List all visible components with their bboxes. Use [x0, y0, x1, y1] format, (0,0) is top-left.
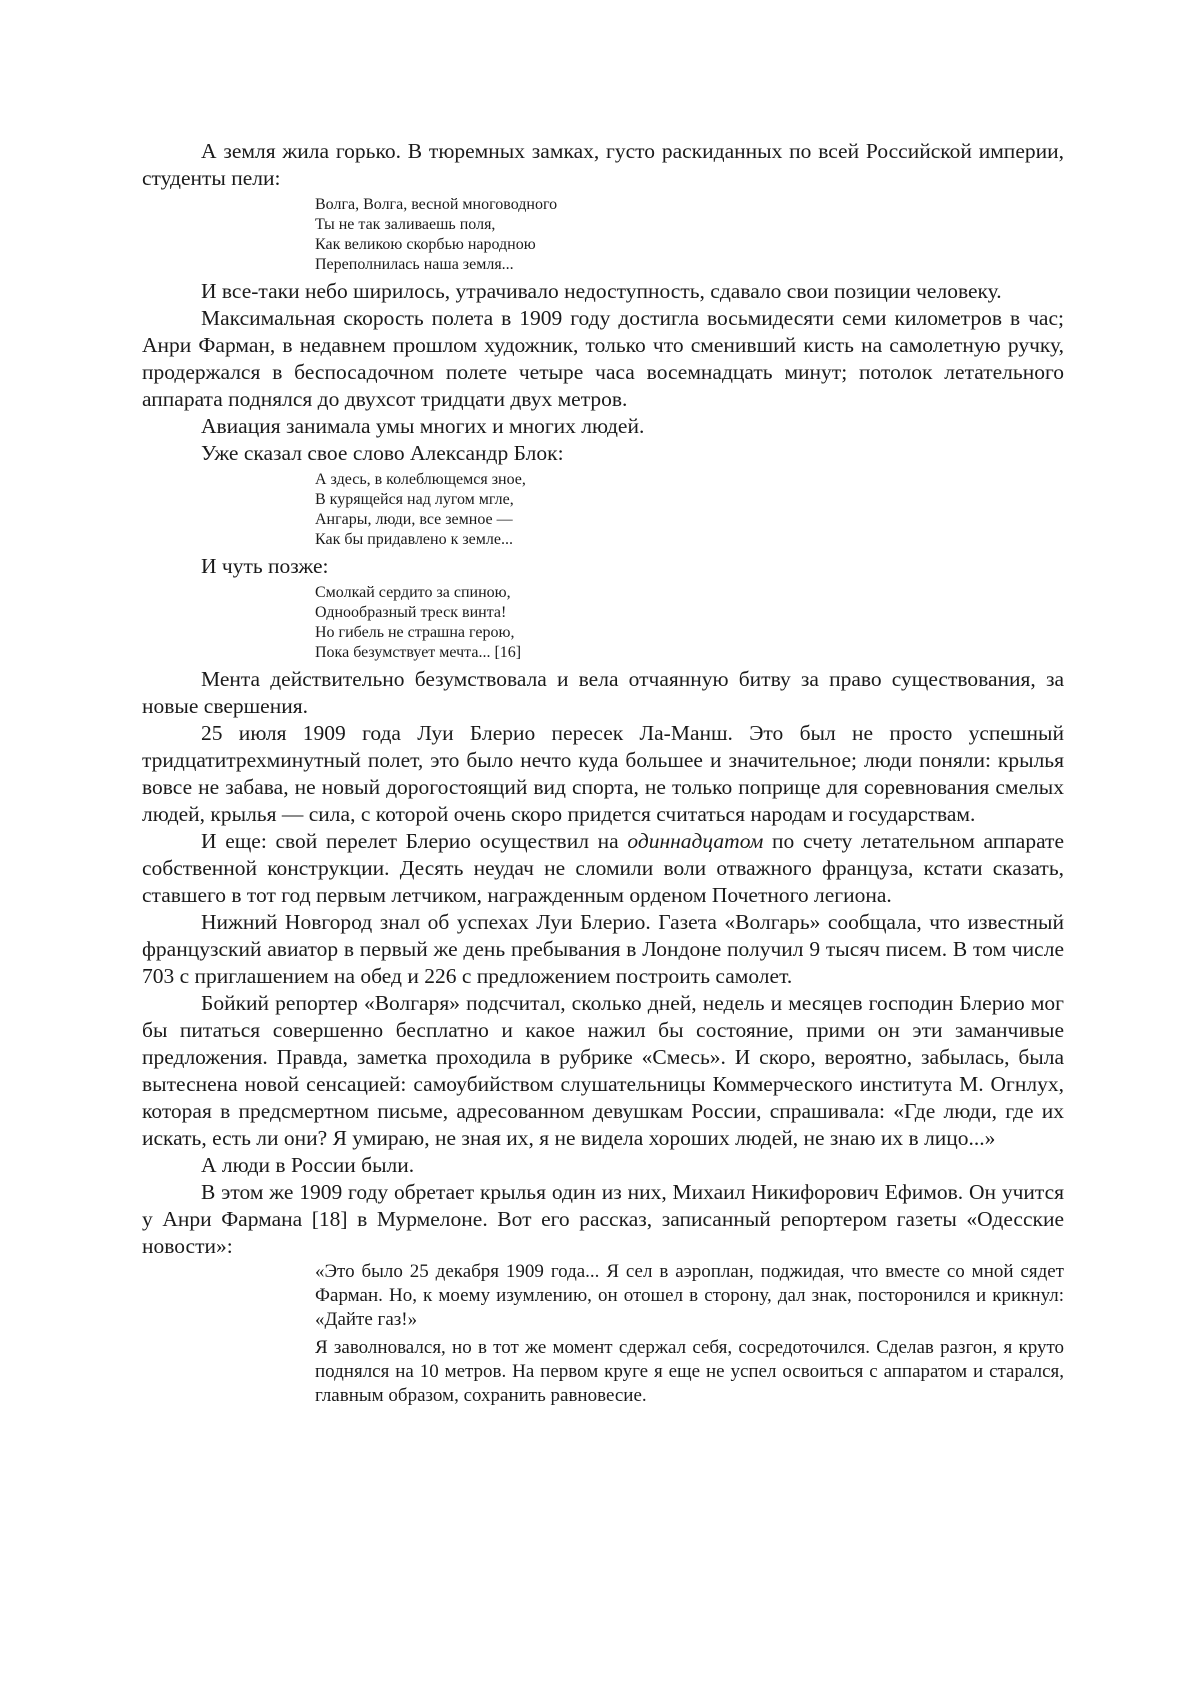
poem-line: Ты не так заливаешь поля,	[315, 216, 496, 233]
paragraph: Уже сказал свое слово Александр Блок:	[201, 441, 564, 465]
poem-line: Ангары, люди, все земное —	[315, 511, 513, 528]
text-run: И еще: свой перелет Блерио осуществил на	[201, 829, 628, 853]
paragraph: Авиация занимала умы многих и многих людей.	[201, 414, 645, 438]
paragraph: Максимальная скорость полета в 1909 году достигла восьмидесяти семи километров в час; Анри Фарман, в недавнем прошлом художник, только что сменивший кисть на самолетную ручку, продержался в беспосадочном полете четыре часа восемнадцать минут; потолок летательного аппарата поднялся до двухсот тридцати двух метров.	[142, 306, 1064, 411]
quote-paragraph: «Это было 25 декабря 1909 года... Я сел в аэроплан, поджидая, что вместе со мной сядет Фарман. Но, к моему изумлению, он отошел в сторону, дал знак, посторонился и крикнул: «Дайте газ!»	[315, 1261, 1064, 1330]
poem-line: Но гибель не страшна герою,	[315, 624, 515, 641]
poem-line: А здесь, в колеблющемся зное,	[315, 471, 526, 488]
document-page	[142, 138, 1064, 1412]
poem-blok-2	[315, 580, 1064, 666]
paragraph: 25 июля 1909 года Луи Блерио пересек Ла-Манш. Это был не просто успешный тридцатитрехминутный полет, это было нечто куда большее и значительное; люди поняли: крылья вовсе не забава, не новый дорогостоящий вид спорта, не только поприще для соревнования смелых людей, крылья — сила, с которой очень скоро придется считаться народам и государствам.	[142, 721, 1064, 826]
text-run: по счету летательном аппарате собственной конструкции. Десять неудач не сломили воли отважного француза, кстати сказать, ставшего в тот год первым летчиком, награжденным орденом Почетного легиона.	[142, 829, 1064, 907]
paragraph: А земля жила горько. В тюремных замках, густо раскиданных по всей Российской империи, студенты пели:	[142, 139, 1064, 190]
poem-line: Однообразный треск винта!	[315, 604, 507, 621]
poem-blok-1	[315, 467, 1064, 553]
poem-line: Смолкай сердито за спиною,	[315, 584, 511, 601]
poem-line: В курящейся над лугом мгле,	[315, 491, 514, 508]
poem-volga	[315, 192, 1064, 278]
paragraph: И все-таки небо ширилось, утрачивало недоступность, сдавало свои позиции человеку.	[201, 279, 1002, 303]
quote-paragraph: Я заволновался, но в тот же момент сдержал себя, сосредоточился. Сделав разгон, я круто поднялся на 10 метров. На первом круге я еще не успел освоиться с аппаратом и старался, главным образом, сохранить равновесие.	[315, 1337, 1064, 1406]
poem-line: Как бы придавлено к земле...	[315, 531, 513, 548]
paragraph-with-emphasis	[142, 828, 1064, 909]
block-quote	[315, 1260, 1064, 1408]
poem-line: Переполнилась наша земля...	[315, 256, 514, 273]
paragraph: В этом же 1909 году обретает крылья один из них, Михаил Никифорович Ефимов. Он учится у Анри Фармана [18] в Мурмелоне. Вот его рассказ, записанный репортером газеты «Одесские новости»:	[142, 1180, 1064, 1258]
paragraph: Бойкий репортер «Волгаря» подсчитал, сколько дней, недель и месяцев господин Блерио мог бы питаться совершенно бесплатно и какое нажил бы состояние, прими он эти заманчивые предложения. Правда, заметка проходила в рубрике «Смесь». И скоро, вероятно, забылась, была вытеснена новой сенсацией: самоубийством слушательницы Коммерческого института М. Огнлух, которая в предсмертном письме, адресованном девушкам России, спрашивала: «Где люди, где их искать, есть ли они? Я умираю, не зная их, я не видела хороших людей, не знаю их в лицо...»	[142, 991, 1064, 1150]
poem-line: Волга, Волга, весной многоводного	[315, 196, 558, 213]
emphasis: одиннадцатом	[627, 829, 764, 853]
poem-line: Как великою скорбью народною	[315, 236, 536, 253]
paragraph: Мента действительно безумствовала и вела отчаянную битву за право существования, за новые свершения.	[142, 667, 1064, 718]
poem-line: Пока безумствует мечта... [16]	[315, 644, 522, 661]
paragraph: И чуть позже:	[201, 554, 329, 578]
paragraph: А люди в России были.	[201, 1153, 415, 1177]
paragraph: Нижний Новгород знал об успехах Луи Блерио. Газета «Волгарь» сообщала, что известный французский авиатор в первый же день пребывания в Лондоне получил 9 тысяч писем. В том числе 703 с приглашением на обед и 226 с предложением построить самолет.	[142, 910, 1064, 988]
